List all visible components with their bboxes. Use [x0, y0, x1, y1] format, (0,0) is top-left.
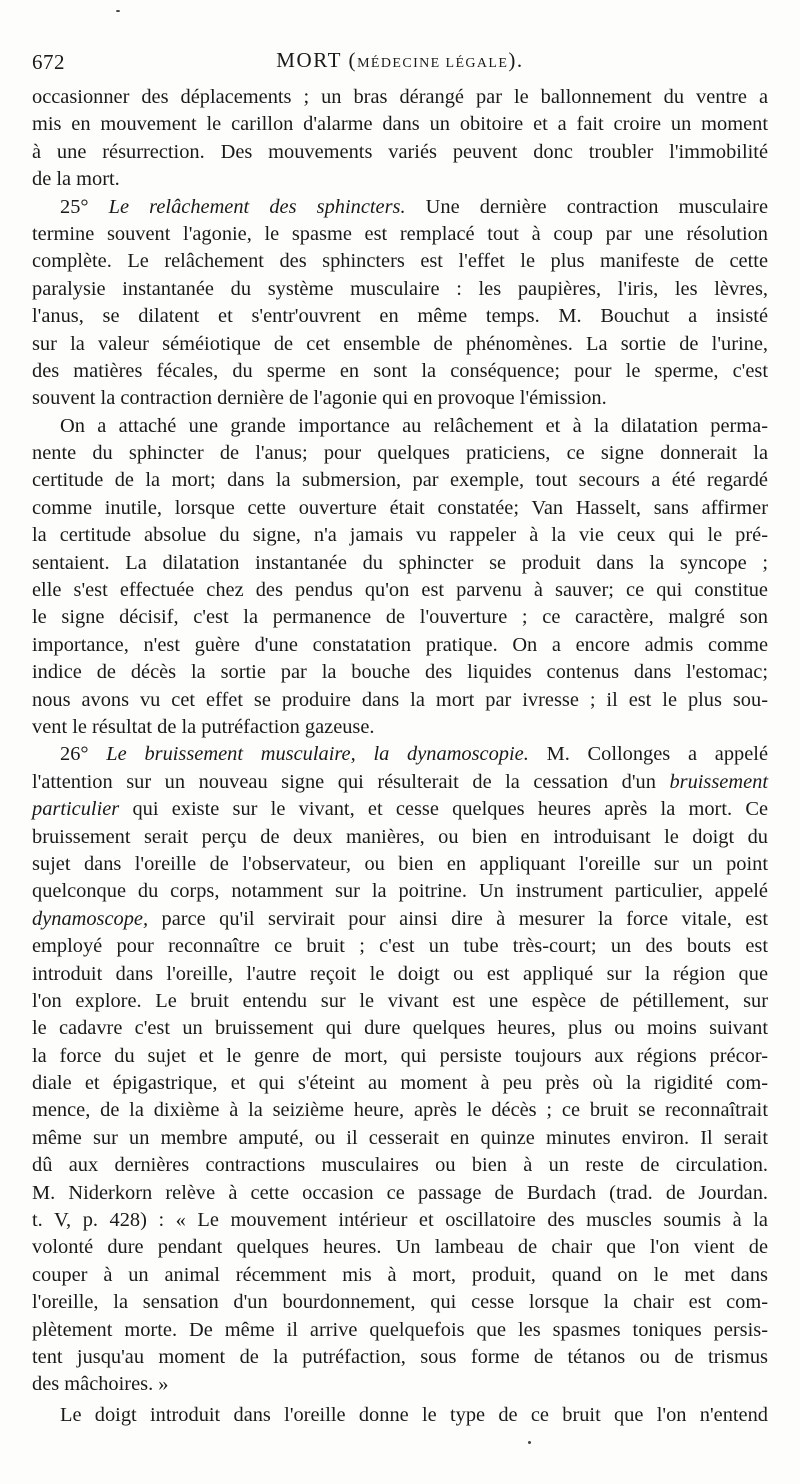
- text-line: [32, 769, 768, 796]
- text-line: dû aux dernières contractions musculaires ou bien à un reste de circulation.: [32, 1154, 768, 1177]
- text-line: termine souvent l'agonie, le spasme est remplacé tout à coup par une résolution: [32, 222, 768, 245]
- body-text: [32, 84, 768, 1429]
- text-line: comme inutile, lorsque cette ouverture était constatée; Van Hasselt, sans affirmer: [32, 496, 768, 519]
- page-number: 672: [32, 50, 65, 74]
- running-title: [32, 48, 768, 73]
- text-line: importance, n'est guère d'une constatation pratique. On a encore admis comme: [32, 633, 768, 656]
- text-line: introduit dans l'oreille, l'autre reçoit le doigt ou est appliqué sur la région que: [32, 962, 768, 985]
- text-line: sentaient. La dilatation instantanée du sphincter se produit dans la syncope ;: [32, 551, 768, 574]
- text-line: t. V, p. 428) : « Le mouvement intérieur et oscillatoire des muscles soumis à la: [32, 1209, 768, 1232]
- text-line: [32, 796, 768, 823]
- text-line: la certitude absolue du signe, n'a jamais vu rappeler à la vie ceux qui le pré-: [32, 524, 768, 547]
- running-title-end: ).: [508, 48, 524, 72]
- text-fragment: l'attention sur un nouveau signe qui résulterait de la cessation d'un: [32, 770, 670, 793]
- text-line: indice de décès la sortie par la bouche des liquides contenus dans l'estomac;: [32, 661, 768, 684]
- text-line: même sur un membre amputé, ou il cesserait en quinze minutes environ. Il serait: [32, 1126, 768, 1149]
- section-title: Le bruissement musculaire, la dynamoscopie.: [106, 743, 529, 766]
- italic-term: dynamoscope,: [32, 907, 149, 930]
- text-line: souvent la contraction dernière de l'agonie qui en provoque l'émission.: [32, 387, 607, 410]
- text-line: occasionner des déplacements ; un bras dérangé par le ballonnement du ventre a: [32, 86, 768, 108]
- running-head: [32, 46, 768, 76]
- text-line: plètement morte. De même il arrive quelquefois que les spasmes toniques persis-: [32, 1318, 768, 1341]
- text-line: le cadavre c'est un bruissement qui dure quelques heures, plus ou moins suivant: [32, 1017, 768, 1040]
- text-line: l'on explore. Le bruit entendu sur le vivant est une espèce de pétillement, sur: [32, 989, 768, 1012]
- text-line: des mâchoires. »: [32, 1373, 169, 1396]
- text-line: l'oreille, la sensation d'un bourdonnement, qui cesse lorsque la chair est com-: [32, 1291, 768, 1314]
- text-line: Le doigt introduit dans l'oreille donne le type de ce bruit que l'on n'entend: [60, 1403, 768, 1426]
- text-line: des matières fécales, du sperme en sont la conséquence; pour le sperme, c'est: [32, 359, 768, 382]
- text-line: elle s'est effectuée chez des pendus qu'on est parvenu à sauver; ce qui constitue: [32, 579, 768, 602]
- running-title-main: MORT (: [276, 48, 358, 72]
- text-line: bruissement serait perçu de deux manières, ou bien en introduisant le doigt du: [32, 825, 768, 848]
- text-line: tent jusqu'au moment de la putréfaction, sous forme de tétanos ou de trismus: [32, 1345, 768, 1368]
- text-line: le signe décisif, c'est la permanence de l'ouverture ; ce caractère, malgré son: [32, 606, 768, 629]
- section-number: 25°: [60, 195, 109, 218]
- running-title-smallcaps: MÉDECINE LÉGALE: [357, 56, 509, 71]
- text-line: à une résurrection. Des mouvements variés peuvent donc troubler l'immobilité: [32, 140, 768, 163]
- ink-speck: [116, 10, 120, 12]
- text-line: paralysie instantanée du système musculaire : les paupières, l'iris, les lèvres,: [32, 277, 768, 300]
- text-line: diale et épigastrique, et qui s'éteint au moment à peu près où la rigidité com-: [32, 1072, 768, 1095]
- text-line: de la mort.: [32, 168, 120, 191]
- text-line: vent le résultat de la putréfaction gazeuse.: [32, 715, 375, 738]
- text-line: nente du sphincter de l'anus; pour quelques praticiens, ce signe donnerait la: [32, 442, 768, 465]
- text-fragment: M. Collonges a appelé: [528, 743, 768, 766]
- text-line: nous avons vu cet effet se produire dans la mort par ivresse ; il est le plus sou-: [32, 688, 768, 711]
- text-line: mis en mouvement le carillon d'alarme dans un obitoire et a fait croire un moment: [32, 113, 768, 136]
- text-line: couper à un animal récemment mis à mort, produit, quand on le met dans: [32, 1263, 768, 1286]
- ink-speck: [528, 1441, 531, 1444]
- text-line: On a attaché une grande importance au relâchement et à la dilatation perma-: [60, 414, 768, 437]
- section-number: 26°: [60, 743, 107, 766]
- text-line: [32, 906, 768, 933]
- text-line: volonté dure pendant quelques heures. Un lambeau de chair que l'on vient de: [32, 1236, 768, 1259]
- italic-term: particulier: [32, 798, 120, 821]
- section-heading-line: [32, 741, 768, 768]
- text-line: certitude de la mort; dans la submersion, par exemple, tout secours a été regardé: [32, 469, 768, 492]
- italic-term: bruissement: [669, 770, 768, 793]
- text-line: complète. Le relâchement des sphincters est l'effet le plus manifeste de cette: [32, 250, 768, 273]
- text-line: quelconque du corps, notamment sur la poitrine. Un instrument particulier, appelé: [32, 880, 768, 903]
- section-title: Le relâchement des sphincters.: [108, 195, 406, 218]
- text-line: sujet dans l'oreille de l'observateur, ou bien en appliquant l'oreille sur un point: [32, 852, 768, 875]
- text-line: M. Niderkorn relève à cette occasion ce passage de Burdach (trad. de Jourdan.: [32, 1181, 768, 1204]
- section-heading-line: [32, 194, 768, 221]
- text-fragment: Une dernière contraction musculaire: [405, 195, 768, 218]
- text-line: employé pour reconnaître ce bruit ; c'est un tube très-court; un des bouts est: [32, 935, 768, 958]
- text-fragment: qui existe sur le vivant, et cesse quelques heures après la mort. Ce: [119, 798, 768, 821]
- text-line: sur la valeur séméiotique de cet ensemble de phénomènes. La sortie de l'urine,: [32, 332, 768, 355]
- text-fragment: parce qu'il servirait pour ainsi dire à mesurer la force vitale, est: [148, 907, 768, 930]
- text-line: l'anus, se dilatent et s'entr'ouvrent en même temps. M. Bouchut a insisté: [32, 305, 768, 328]
- text-line: mence, de la dixième à la seizième heure, après le décès ; ce bruit se reconnaîtrait: [32, 1099, 768, 1122]
- text-line: la force du sujet et le genre de mort, qui persiste toujours aux régions précor-: [32, 1044, 768, 1067]
